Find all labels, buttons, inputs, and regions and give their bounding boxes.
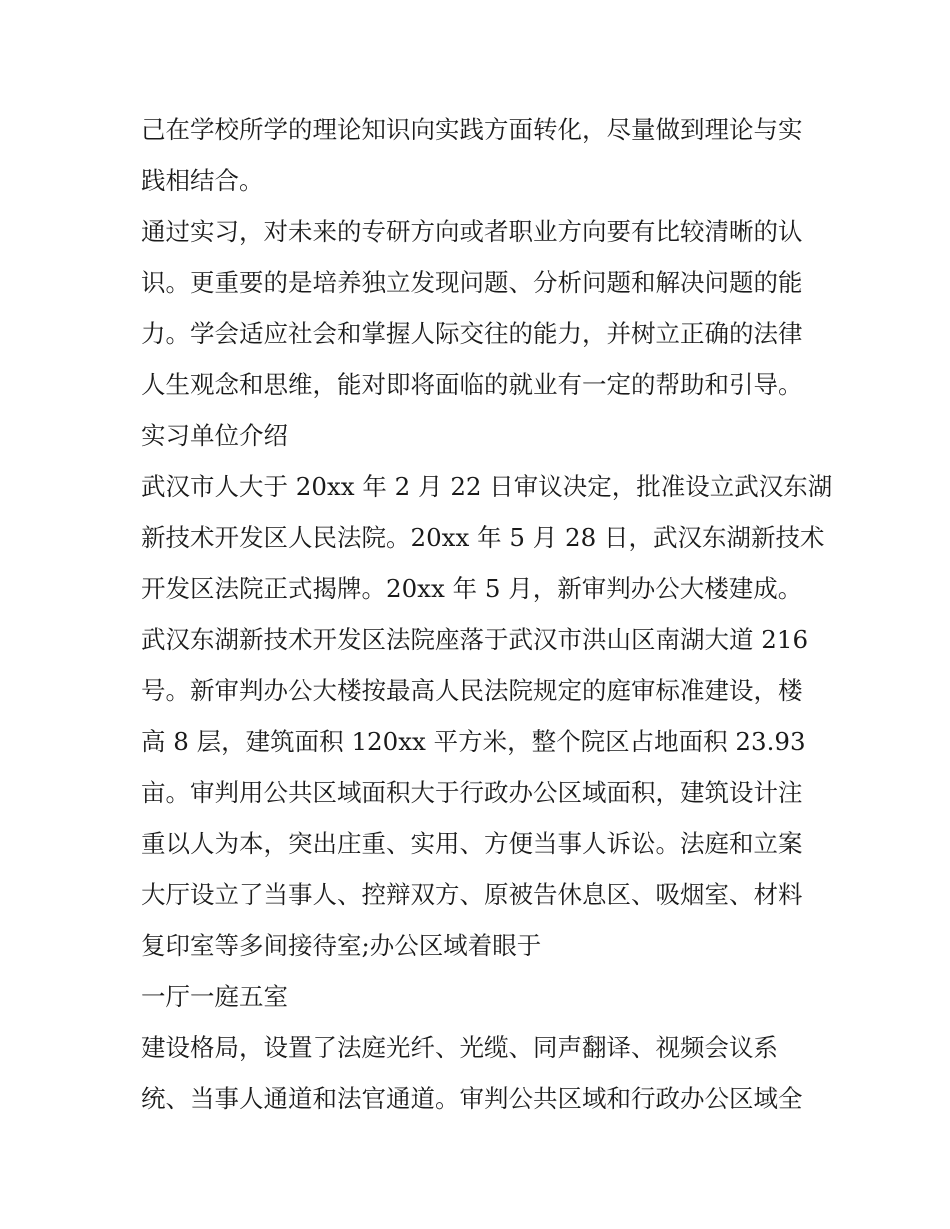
text-line-20: 统、当事人通道和法官通道。审判公共区域和行政办公区域全: [141, 1084, 803, 1113]
text-line-9: 新技术开发区人民法院。20xx 年 5 月 28 日，武汉东湖新技术: [141, 523, 825, 552]
text-line-12: 号。新审判办公大楼按最高人民法院规定的庭审标准建设，楼: [141, 676, 803, 705]
document-body: [141, 104, 833, 1124]
text-line-5: 力。学会适应社会和掌握人际交往的能力，并树立正确的法律: [141, 319, 803, 348]
text-line-19: 建设格局，设置了法庭光纤、光缆、同声翻译、视频会议系: [141, 1033, 778, 1062]
text-line-11: 武汉东湖新技术开发区法院座落于武汉市洪山区南湖大道 216: [141, 625, 809, 654]
section-heading: 实习单位介绍: [141, 421, 288, 450]
text-line-8: 武汉市人大于 20xx 年 2 月 22 日审议决定，批准设立武汉东湖: [141, 472, 833, 501]
text-line-14: 亩。审判用公共区域面积大于行政办公区域面积，建筑设计注: [141, 778, 803, 807]
text-line-2: 践相结合。: [141, 166, 264, 195]
text-line-15: 重以人为本，突出庄重、实用、方便当事人诉讼。法庭和立案: [141, 829, 803, 858]
text-line-1: 己在学校所学的理论知识向实践方面转化，尽量做到理论与实: [141, 115, 803, 144]
text-line-18: 一厅一庭五室: [141, 982, 288, 1011]
text-line-16: 大厅设立了当事人、控辩双方、原被告休息区、吸烟室、材料: [141, 880, 803, 909]
text-line-17: 复印室等多间接待室;办公区域着眼于: [141, 931, 542, 960]
text-line-4: 识。更重要的是培养独立发现问题、分析问题和解决问题的能: [141, 268, 803, 297]
text-line-13: 高 8 层，建筑面积 120xx 平方米，整个院区占地面积 23.93: [141, 727, 806, 756]
text-line-6: 人生观念和思维，能对即将面临的就业有一定的帮助和引导。: [141, 370, 803, 399]
text-line-10: 开发区法院正式揭牌。20xx 年 5 月，新审判办公大楼建成。: [141, 574, 803, 603]
text-line-3: 通过实习，对未来的专研方向或者职业方向要有比较清晰的认: [141, 217, 803, 246]
